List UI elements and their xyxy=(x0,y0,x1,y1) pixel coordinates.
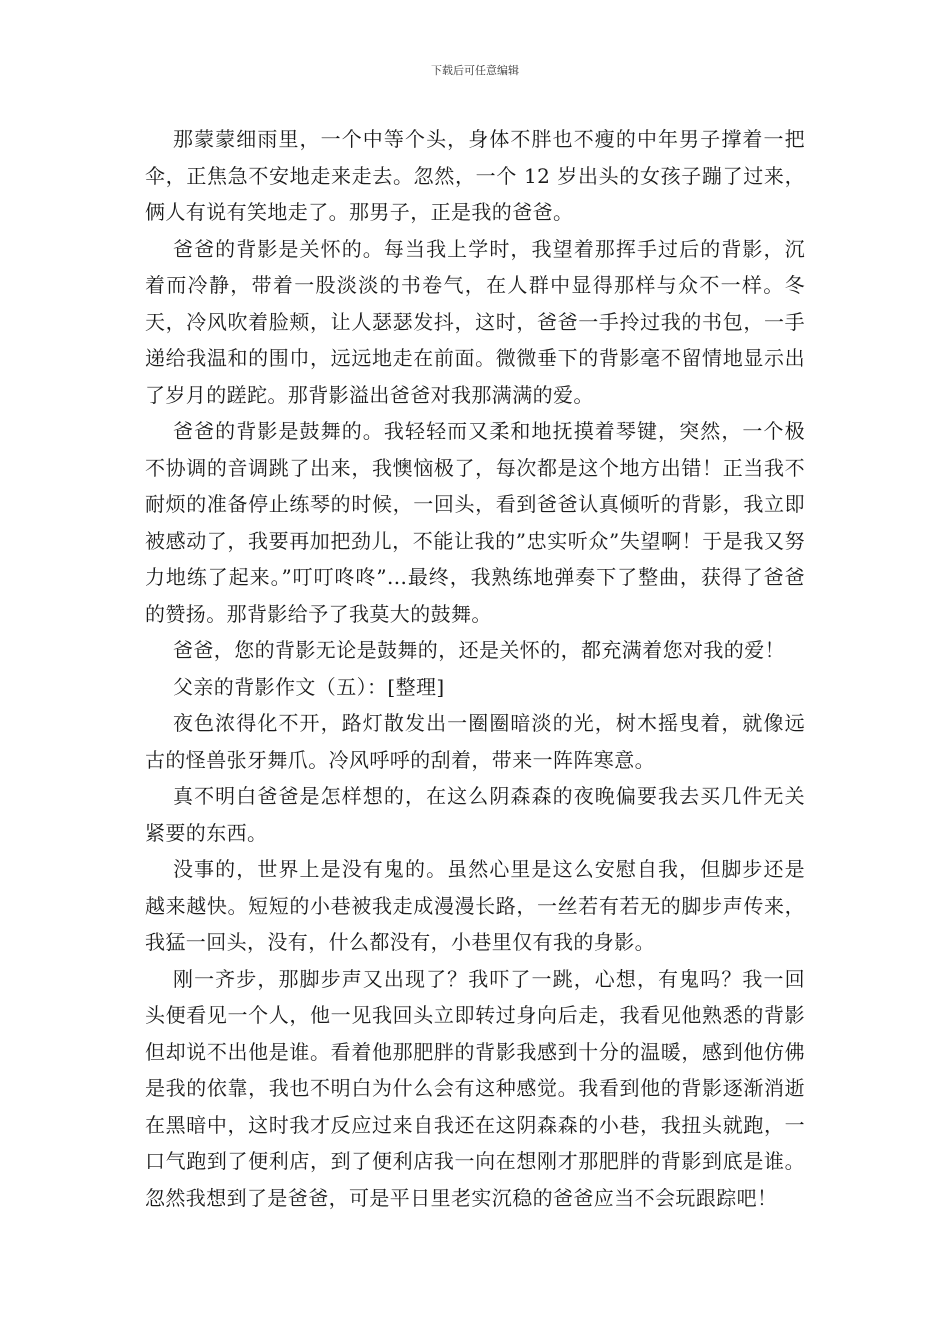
paragraph: 爸爸，您的背影无论是鼓舞的，还是关怀的，都充满着您对我的爱！ xyxy=(173,638,785,662)
paragraph: 刚一齐步，那脚步声又出现了？我吓了一跳，心想，有鬼吗？我一回头便看见一个人，他一见我回头立即转过身向后走，我看见他熟悉的背影但却说不出他是谁。看着他那肥胖的背影我感到十分的温暖，感到他仿佛是我的依靠，我也不明白为什么会有这种感觉。我看到他的背影逐渐消逝在黑暗中，这时我才反应过来自我还在这阴森森的小巷，我扭头就跑，一口气跑到了便利店，到了便利店我一向在想刚才那肥胖的背影到底是谁。忽然我想到了是爸爸，可是平日里老实沉稳的爸爸应当不会玩跟踪吧！ xyxy=(145,966,805,1210)
document-body xyxy=(145,121,805,1216)
section-heading: 父亲的背影作文（五）：[整理] xyxy=(173,674,445,699)
paragraph: 爸爸的背影是关怀的。每当我上学时，我望着那挥手过后的背影，沉着而冷静，带着一股淡淡的书卷气，在人群中显得那样与众不一样。冬天，冷风吹着脸颊，让人瑟瑟发抖，这时，爸爸一手拎过我的书包，一手递给我温和的围巾，远远地走在前面。微微垂下的背影毫不留情地显示出了岁月的蹉跎。那背影溢出爸爸对我那满满的爱。 xyxy=(145,236,805,407)
paragraph: 夜色浓得化不开，路灯散发出一圈圈暗淡的光，树木摇曳着，就像远古的怪兽张牙舞爪。冷风呼呼的刮着，带来一阵阵寒意。 xyxy=(145,711,805,772)
page-header: 下载后可任意编辑 xyxy=(431,64,519,77)
paragraph: 那蒙蒙细雨里，一个中等个头，身体不胖也不瘦的中年男子撑着一把伞，正焦急不安地走来走去。忽然，一个 12 岁出头的女孩子蹦了过来，俩人有说有笑地走了。那男子，正是我的爸爸。 xyxy=(145,127,805,224)
paragraph: 爸爸的背影是鼓舞的。我轻轻而又柔和地抚摸着琴键，突然，一个极不协调的音调跳了出来，我懊恼极了，每次都是这个地方出错！正当我不耐烦的准备停止练琴的时候，一回头，看到爸爸认真倾听的背影，我立即被感动了，我要再加把劲儿，不能让我的”忠实听众”失望啊！于是我又努力地练了起来。”叮叮咚咚”...最终，我熟练地弹奏下了整曲，获得了爸爸的赞扬。那背影给予了我莫大的鼓舞。 xyxy=(145,419,805,626)
paragraph: 没事的，世界上是没有鬼的。虽然心里是这么安慰自我，但脚步还是越来越快。短短的小巷被我走成漫漫长路，一丝若有若无的脚步声传来，我猛一回头，没有，什么都没有，小巷里仅有我的身影。 xyxy=(145,857,805,954)
paragraph: 真不明白爸爸是怎样想的，在这么阴森森的夜晚偏要我去买几件无关紧要的东西。 xyxy=(145,784,805,845)
